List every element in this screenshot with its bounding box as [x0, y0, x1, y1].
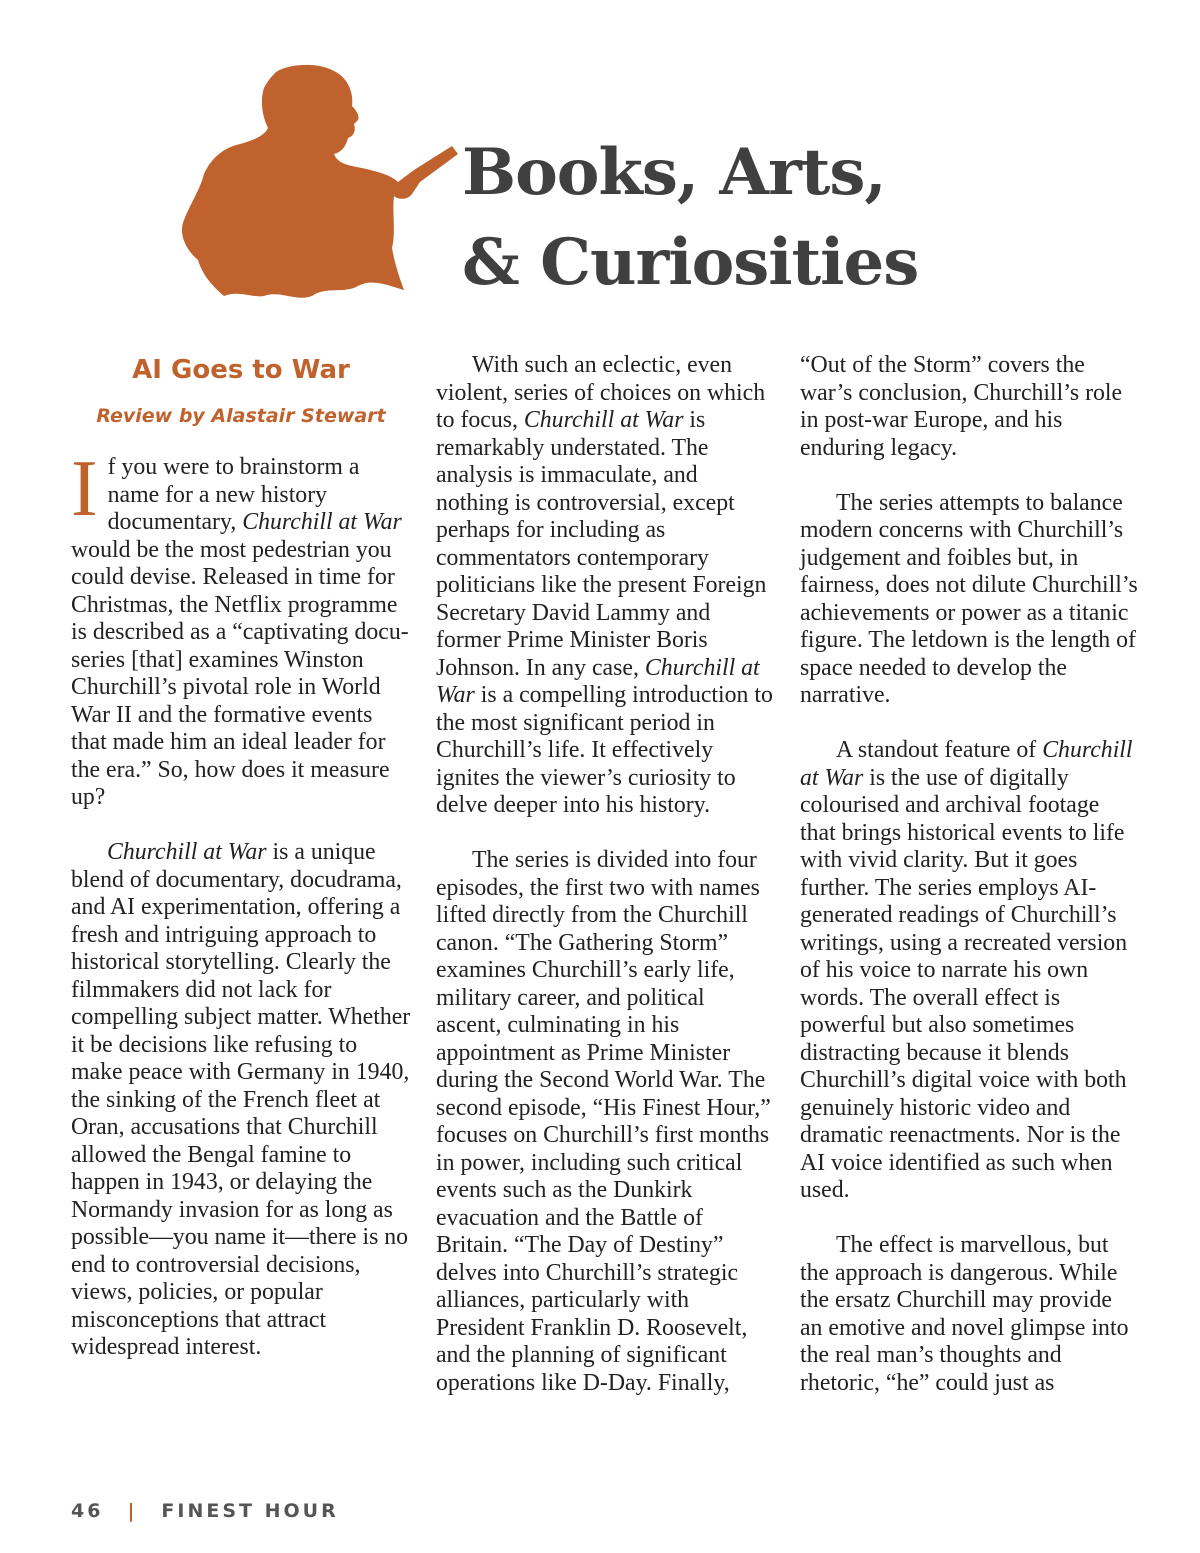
drop-cap: I — [71, 445, 98, 533]
publication-name: FINEST HOUR — [161, 1500, 339, 1522]
section-title-line-2: & Curiosities — [462, 225, 919, 300]
churchill-silhouette-icon — [176, 64, 466, 304]
paragraph-5: “Out of the Storm” covers the war’s conclusion, Churchill’s role in post-war Europe, and his enduring legacy. — [800, 352, 1123, 461]
section-title — [462, 128, 918, 308]
column-3 — [800, 352, 1140, 1397]
page-number: 46 — [71, 1500, 104, 1522]
paragraph-4: The series is divided into four episodes, the first two with names lifted directly from the Churchill canon. “The Gathering Storm” examines Churchill’s early life, military career, and political ascent, culminating in his appointment as Prime Minister during the Second World War. The second episode, “His Finest Hour,” focuses on Churchill’s first months in power, including such critical events such as the Dunkirk evacuation and the Battle of Britain. “The Day of Destiny” delves into Churchill’s strategic alliances, particularly with President Franklin D. Roosevelt, and the planning of significant operations like D-Day. Finally, — [436, 847, 771, 1396]
article-title: AI Goes to War — [132, 355, 350, 385]
paragraph-1: If you were to brainstorm a name for a new history documentary, Churchill at War would be the most pedestrian you could devise. Released in time for Christmas, the Netflix programme is described as a “captivating docu-series [that] examines Winston Churchill’s pivotal role in World War II and the formative events that made him an ideal leader for the era.” So, how does it measure up? — [71, 445, 409, 810]
section-title-line-1: Books, Arts, — [462, 135, 886, 210]
paragraph-6: The series attempts to balance modern concerns with Churchill’s judgement and foibles but, in fairness, does not dilute Churchill’s achievements or power as a titanic figure. The letdown is the length of space needed to develop the narrative. — [800, 489, 1138, 708]
paragraph-7: A standout feature of Churchill at War is the use of digitally colourised and archival footage that brings historical events to life with vivid clarity. But it goes further. The series employs AI-generated readings of Churchill’s writings, using a recreated version of his voice to narrate his own words. The overall effect is powerful but also sometimes distracting because it blends Churchill’s digital voice with both genuinely historic video and dramatic reenactments. Nor is the AI voice identified as such when used. — [800, 737, 1133, 1203]
column-2 — [436, 352, 774, 1397]
column-1 — [71, 352, 411, 1362]
article-byline: Review by Alastair Stewart — [96, 405, 386, 427]
paragraph-3: With such an eclectic, even violent, series of choices on which to focus, Churchill at War is remarkably understated. The analysis is immaculate, and nothing is controversial, except perhaps for including as commentators contemporary politicians like the present Foreign Secretary David Lammy and former Prime Minister Boris Johnson. In any case, Churchill at War is a compelling introduction to the most significant period in Churchill’s life. It effectively ignites the viewer’s curiosity to delve deeper into his history. — [436, 352, 773, 818]
footer-separator: | — [127, 1500, 138, 1522]
paragraph-2: Churchill at War is a unique blend of documentary, docudrama, and AI experimentation, offering a fresh and intriguing approach to historical storytelling. Clearly the filmmakers did not lack for compelling subject matter. Whether it be decisions like refusing to make peace with Germany in 1940, the sinking of the French fleet at Oran, accusations that Churchill allowed the Bengal famine to happen in 1943, or delaying the Normandy invasion for as long as possible—you name it—there is no end to controversial decisions, views, policies, or popular misconceptions that attract widespread interest. — [71, 839, 411, 1360]
page-footer — [71, 1500, 339, 1522]
paragraph-8: The effect is marvellous, but the approach is dangerous. While the ersatz Churchill may provide an emotive and novel glimpse into the real man’s thoughts and rhetoric, “he” could just as — [800, 1232, 1129, 1396]
